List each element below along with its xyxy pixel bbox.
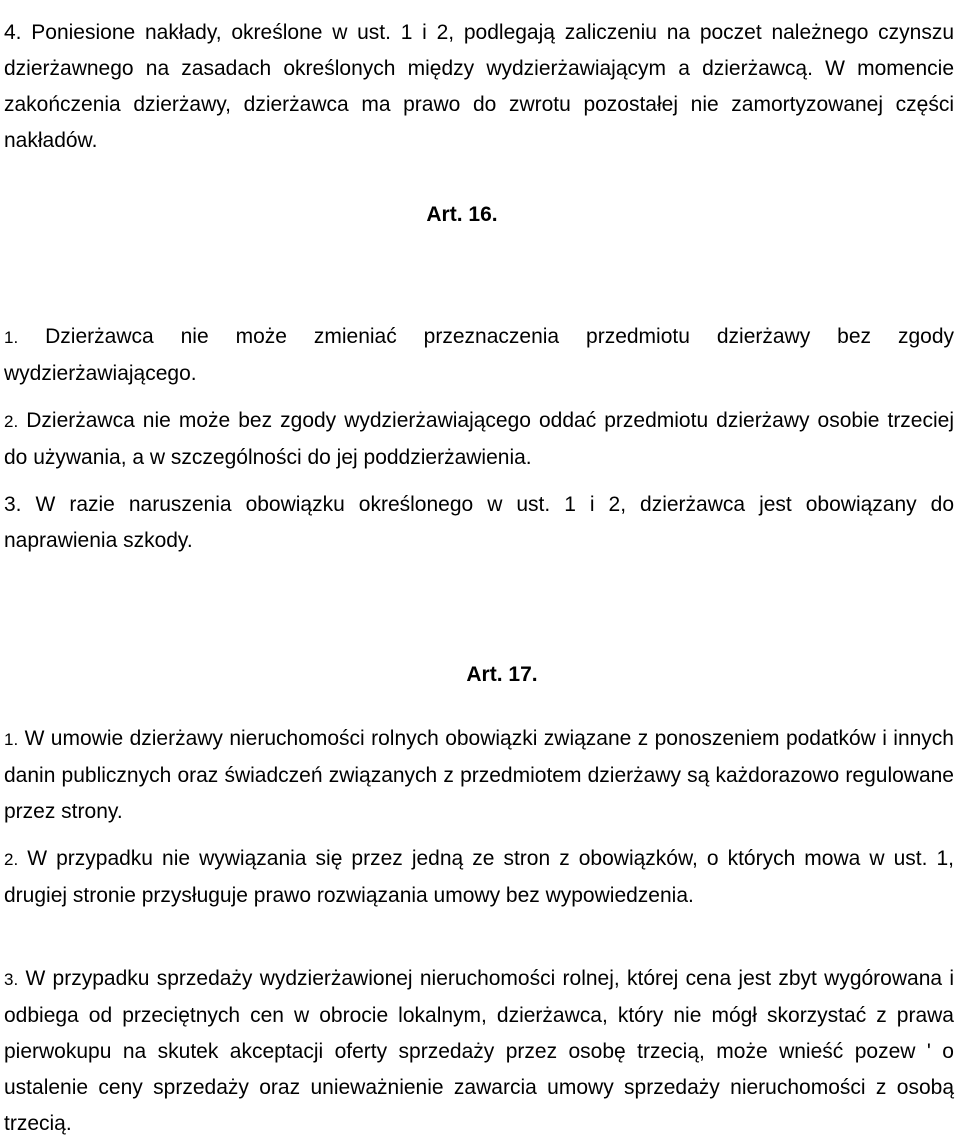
article-17-paragraph-2 bbox=[4, 841, 954, 914]
paragraph-4 bbox=[4, 15, 954, 159]
paragraph-text: W przypadku sprzedaży wydzierżawionej nieruchomości rolnej, której cena jest zbyt wygórowana i odbiega od przeciętnych cen w obrocie lokalnym, dzierżawca, który nie mógł skorzystać z prawa pierwokupu na skutek akceptacji oferty sprzedaży przez osobę trzecią, może wnieść pozew ' o ustalenie ceny sprzedaży oraz unieważnienie zawarcia umowy sprzedaży nieruchomości z osobą trzecią. bbox=[4, 967, 954, 1135]
paragraph-text: W przypadku nie wywiązania się przez jedną ze stron z obowiązków, o których mowa w ust. 1, drugiej stronie przysługuje prawo rozwiązania umowy bez wypowiedzenia. bbox=[4, 847, 954, 907]
article-16-heading: Art. 16. bbox=[426, 203, 498, 226]
paragraph-text: Dzierżawca nie może bez zgody wydzierżawiającego oddać przedmiotu dzierżawy osobie trzeciej do używania, a w szczególności do jej poddzierżawienia. bbox=[4, 409, 954, 469]
article-16-paragraph-1 bbox=[4, 319, 954, 392]
paragraph-text: Poniesione nakłady, określone w ust. 1 i 2, podlegają zaliczeniu na poczet należnego czynszu dzierżawnego na zasadach określonych między wydzierżawiającym a dzierżawcą. W momencie zakończenia dzierżawy, dzierżawca ma prawo do zwrotu pozostałej nie zamortyzowanej części nakładów. bbox=[4, 21, 954, 152]
article-17-heading: Art. 17. bbox=[466, 663, 538, 686]
article-16-paragraph-3 bbox=[4, 487, 954, 559]
paragraph-number: 1. bbox=[4, 328, 19, 347]
paragraph-number: 1. bbox=[4, 730, 19, 749]
paragraph-number: 3. bbox=[4, 493, 22, 516]
paragraph-number: 4. bbox=[4, 21, 22, 44]
paragraph-number: 2. bbox=[4, 412, 19, 431]
article-17-paragraph-1 bbox=[4, 721, 954, 830]
paragraph-text: W umowie dzierżawy nieruchomości rolnych obowiązki związane z ponoszeniem podatków i innych danin publicznych oraz świadczeń związanych z przedmiotem dzierżawy są każdorazowo regulowane przez strony. bbox=[4, 727, 954, 823]
paragraph-text: W razie naruszenia obowiązku określonego w ust. 1 i 2, dzierżawca jest obowiązany do naprawienia szkody. bbox=[4, 493, 954, 552]
article-17-paragraph-3 bbox=[4, 961, 954, 1142]
paragraph-number: 3. bbox=[4, 970, 19, 989]
paragraph-number: 2. bbox=[4, 850, 19, 869]
paragraph-text: Dzierżawca nie może zmieniać przeznaczenia przedmiotu dzierżawy bez zgody wydzierżawiającego. bbox=[4, 325, 954, 385]
article-16-paragraph-2 bbox=[4, 403, 954, 476]
